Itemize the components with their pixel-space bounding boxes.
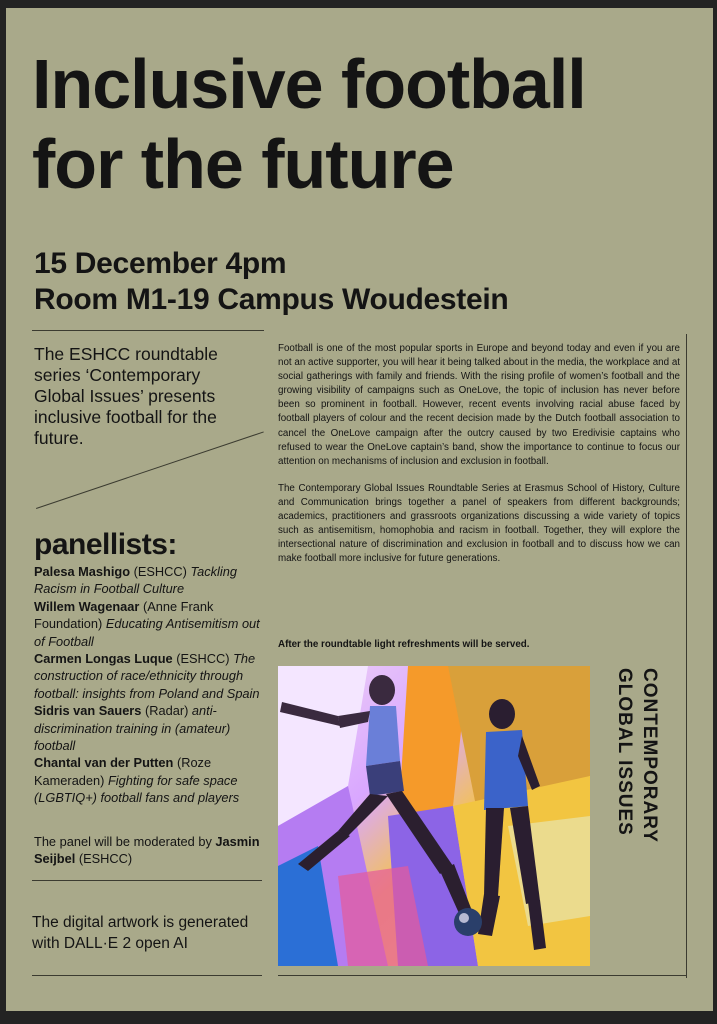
title-line-2: for the future bbox=[32, 125, 454, 203]
panellist-affiliation: (ESHCC) bbox=[176, 651, 230, 667]
refreshments-note: After the roundtable light refreshments will be served. bbox=[278, 639, 530, 650]
description-paragraph-2: The Contemporary Global Issues Roundtable Series at Erasmus School of History, Culture and Communication brings together a panel of speakers from different backgrounds; academics, practitioners and grassroots organizations discussing a wide variety of topics such as antisemitism, homophobia and racism in football. Together, they will explore the intersectional nature of discrimination and exclusion in football and to discuss how we can make football more inclusive for future generations. bbox=[278, 482, 680, 565]
intro-text: The ESHCC roundtable series ‘Contemporary Global Issues’ presents inclusive football for the future. bbox=[34, 344, 218, 448]
series-label-line-1: CONTEMPORARY bbox=[639, 668, 660, 843]
panellist-topic: The construction of race/ethnicity through football: insights from Poland and Spain bbox=[34, 651, 260, 701]
divider-left-bottom bbox=[32, 975, 262, 976]
series-label-vertical bbox=[610, 668, 662, 898]
panellist-affiliation: (Roze Kameraden) bbox=[34, 755, 212, 788]
panellists-heading: panellists: bbox=[34, 528, 177, 561]
moderator-prefix: The panel will be moderated by bbox=[34, 834, 212, 849]
panellist-affiliation: (Radar) bbox=[144, 703, 189, 719]
football-artwork-image bbox=[278, 666, 590, 966]
panellist-topic: anti-discrimination training in (amateur) football bbox=[34, 703, 231, 754]
panellist-topic: Tackling Racism in Football Culture bbox=[34, 564, 237, 597]
panellist-topic: Educating Antisemitism out of Football bbox=[34, 616, 260, 649]
description-text bbox=[278, 342, 680, 579]
panellist-name: Willem Wagenaar bbox=[34, 598, 140, 614]
panellist-entry bbox=[34, 598, 270, 650]
panellist-name: Palesa Mashigo bbox=[34, 564, 131, 579]
event-details bbox=[34, 246, 674, 318]
series-label-line-2: GLOBAL ISSUES bbox=[614, 668, 635, 836]
moderator-affiliation: (ESHCC) bbox=[78, 851, 133, 867]
divider-left-top bbox=[32, 330, 264, 331]
panellist-entry bbox=[34, 702, 270, 754]
panellist-entry bbox=[34, 754, 270, 806]
description-paragraph-1: Football is one of the most popular sports in Europe and beyond today and even if you are not an active supporter, you will hear it being talked about in the media, the workplace and at social gatherings with family and friends. With the rising profile of women’s football and the growing visibility of campaigns such as OneLove, the topic of inclusion has never before been so prominent in football. However, recent events involving racial abuse faced by football players of colour and the recent decision made by the Dutch football association to cancel the OneLove campaign after the outcry caused by two Eredivisie captains who refused to wear the OneLove captain’s band, show the importance to continue to focus our attention on mechanisms of inclusion and exclusion in football. bbox=[278, 343, 680, 467]
panellist-name: Chantal van der Putten bbox=[34, 755, 174, 771]
divider-right-bottom bbox=[278, 975, 686, 976]
event-date: 15 December 4pm bbox=[34, 247, 287, 280]
panellist-name: Sidris van Sauers bbox=[34, 703, 142, 719]
panellist-affiliation: (Anne Frank Foundation) bbox=[34, 598, 214, 632]
moderator-name: Jasmin Seijbel bbox=[34, 834, 260, 867]
panellist-topic: Fighting for safe space (LGBTIQ+) football fans and players bbox=[34, 772, 240, 806]
panellists-list bbox=[34, 563, 270, 807]
panellist-entry bbox=[34, 650, 270, 702]
divider-left-mid bbox=[32, 880, 262, 881]
moderator-note bbox=[34, 833, 270, 868]
event-location: Room M1-19 Campus Woudestein bbox=[34, 283, 509, 316]
divider-right-vertical bbox=[686, 334, 687, 978]
panellist-affiliation: (ESHCC) bbox=[133, 564, 187, 579]
event-poster bbox=[6, 8, 713, 1011]
panellist-entry bbox=[34, 563, 270, 598]
poster-title bbox=[32, 44, 702, 204]
artwork-note: The digital artwork is generated with DALL·E 2 open AI bbox=[32, 914, 249, 952]
panellist-name: Carmen Longas Luque bbox=[34, 651, 173, 667]
title-line-1: Inclusive football bbox=[32, 45, 586, 123]
